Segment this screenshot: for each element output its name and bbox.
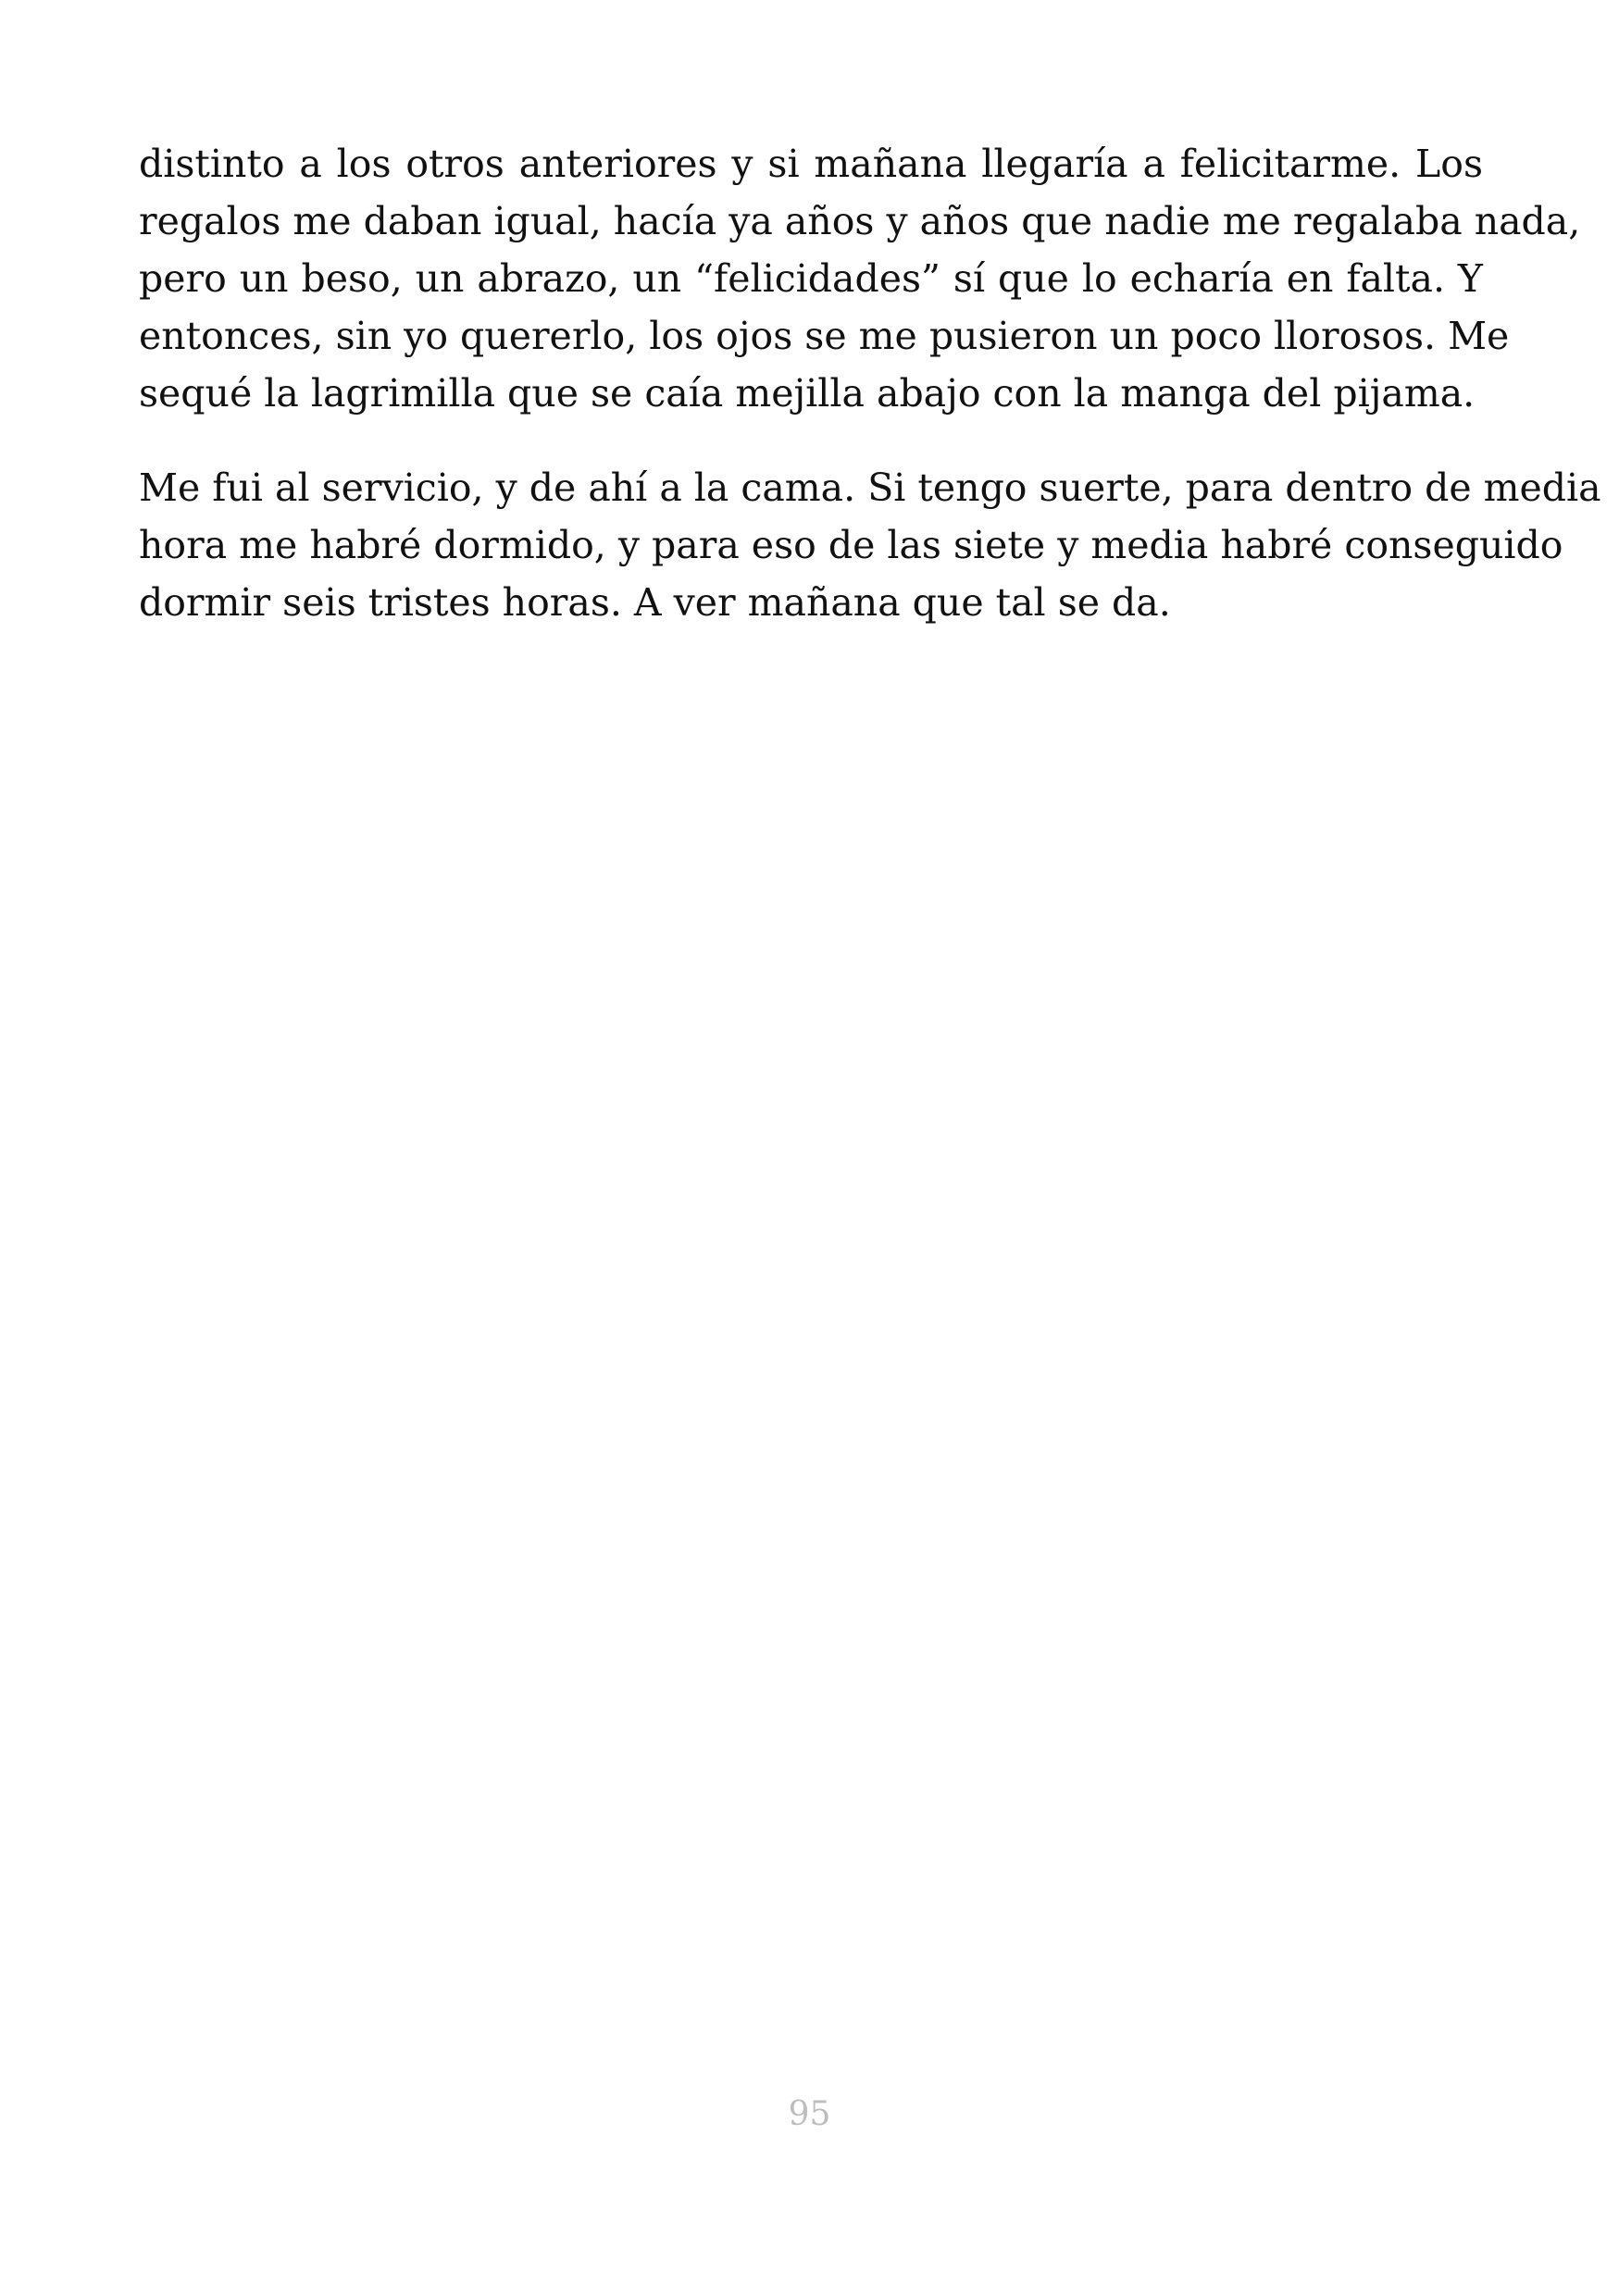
text-line: hora me habré dormido, y para eso de las siete y media habré conseguido	[139, 523, 1563, 567]
text-line: distinto a los otros anteriores y si mañana llegaría a felicitarme. Los	[139, 142, 1483, 186]
text-line: regalos me daban igual, hacía ya años y años que nadie me regalaba nada,	[139, 199, 1581, 243]
text-line: entonces, sin yo quererlo, los ojos se me pusieron un poco llorosos. Me	[139, 314, 1510, 358]
page-number: 95	[788, 2095, 831, 2133]
text-line: dormir seis tristes horas. A ver mañana que tal se da.	[139, 580, 1171, 625]
body-text	[139, 135, 1601, 668]
paragraph-1	[139, 135, 1581, 422]
text-line: pero un beso, un abrazo, un “felicidades” sí que lo echaría en falta. Y	[139, 256, 1483, 301]
text-line: Me fui al servicio, y de ahí a la cama. Si tengo suerte, para dentro de media	[139, 465, 1601, 510]
paragraph-2	[139, 459, 1601, 631]
text-line: sequé la lagrimilla que se caía mejilla abajo con la manga del pijama.	[139, 371, 1476, 416]
